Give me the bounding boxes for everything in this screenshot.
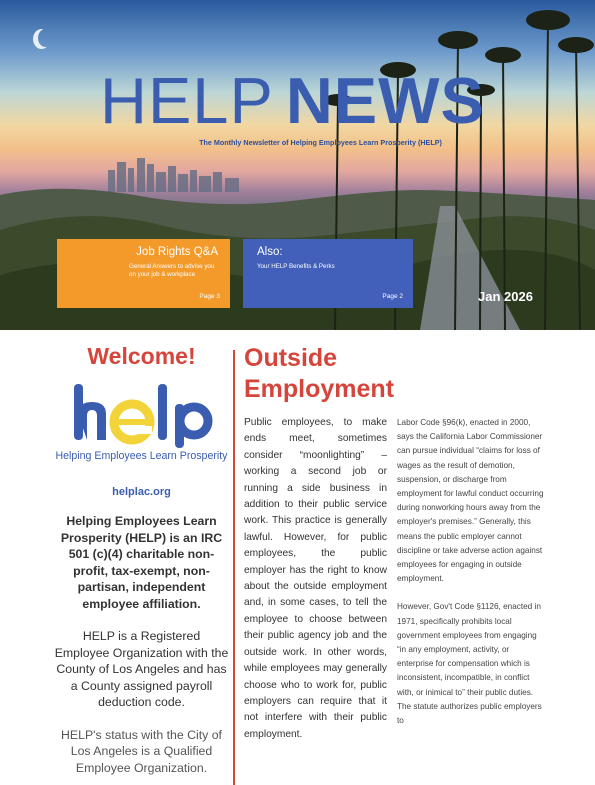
job-rights-box[interactable] xyxy=(57,239,230,308)
column-divider xyxy=(233,350,235,785)
issue-date: Jan 2026 xyxy=(478,289,533,304)
welcome-column xyxy=(54,342,229,776)
title-news: NEWS xyxy=(285,64,485,137)
masthead-subtitle: The Monthly Newsletter of Helping Employees Learn Prosperity (HELP) xyxy=(199,138,442,147)
website-link[interactable]: helplac.org xyxy=(112,486,171,498)
benefits-box[interactable] xyxy=(243,239,413,308)
title-help: HELP xyxy=(100,64,274,137)
registration-paragraph: HELP is a Registered Employee Organization with the County of Los Angeles and has a County assigned payroll deduction code. xyxy=(54,629,229,709)
box-page: Page 2 xyxy=(382,293,403,300)
article-paragraph: Labor Code §96(k), enacted in 2000, says the California Labor Commissioner can pursue individual “claims for loss of wages as the result of demotion, suspension, or discharge from employment for lawful conduct occurring during nonworking hours away from the employer's premises.” Generally, this means the public employer cannot discipline or take adverse action against employees for engaging in outside employment. xyxy=(397,418,544,584)
moon-icon xyxy=(38,29,53,47)
welcome-heading: Welcome! xyxy=(87,343,196,369)
article-headline xyxy=(244,343,394,405)
box-text: General Answers to advise you on your job & workplace xyxy=(129,263,215,278)
box-title: Also: xyxy=(257,246,283,258)
status-paragraph: HELP's status with the City of Los Angeles is a Qualified Employee Organization. xyxy=(61,727,222,775)
box-text: Your HELP Benefits & Perks xyxy=(257,263,335,270)
hero-banner xyxy=(0,0,595,330)
intro-paragraph: Helping Employees Learn Prosperity (HELP) is an IRC 501 (c)(4) charitable non-profit, tax-exempt, non-partisan, independent employee affiliation. xyxy=(60,514,223,611)
help-logo-mark xyxy=(54,380,229,448)
help-logo xyxy=(54,380,229,448)
article-paragraph: However, Gov't Code §1126, enacted in 1971, specifically prohibits local government employees from engaging “in any employment, activity, or enterprise for compensation which is inconsistent, incompatible, in conflict with, or inimical to” their public duties. The statute authorizes public employers to xyxy=(397,602,542,726)
logo-caption: Helping Employees Learn Prosperity xyxy=(55,450,228,462)
box-page: Page 3 xyxy=(199,293,220,300)
article-column-2 xyxy=(397,416,545,728)
article-column-1: Public employees, to make ends meet, sometimes consider “moonlighting” – working a second job or running a side business in addition to their public service work. This practice is generally lawful. However, for public employees, the public employer has the right to know about the outside employment and, in some cases, to tell the employee to choose between their public agency job and the outside work. In other words, while employees may generally choose who to work for, public employers can require that it not interfere with their public employment. xyxy=(244,417,387,740)
headline-line-2: Employment xyxy=(244,375,395,403)
headline-line-1: Outside xyxy=(244,344,338,372)
box-title: Job Rights Q&A xyxy=(136,246,218,258)
masthead-title xyxy=(100,66,485,136)
